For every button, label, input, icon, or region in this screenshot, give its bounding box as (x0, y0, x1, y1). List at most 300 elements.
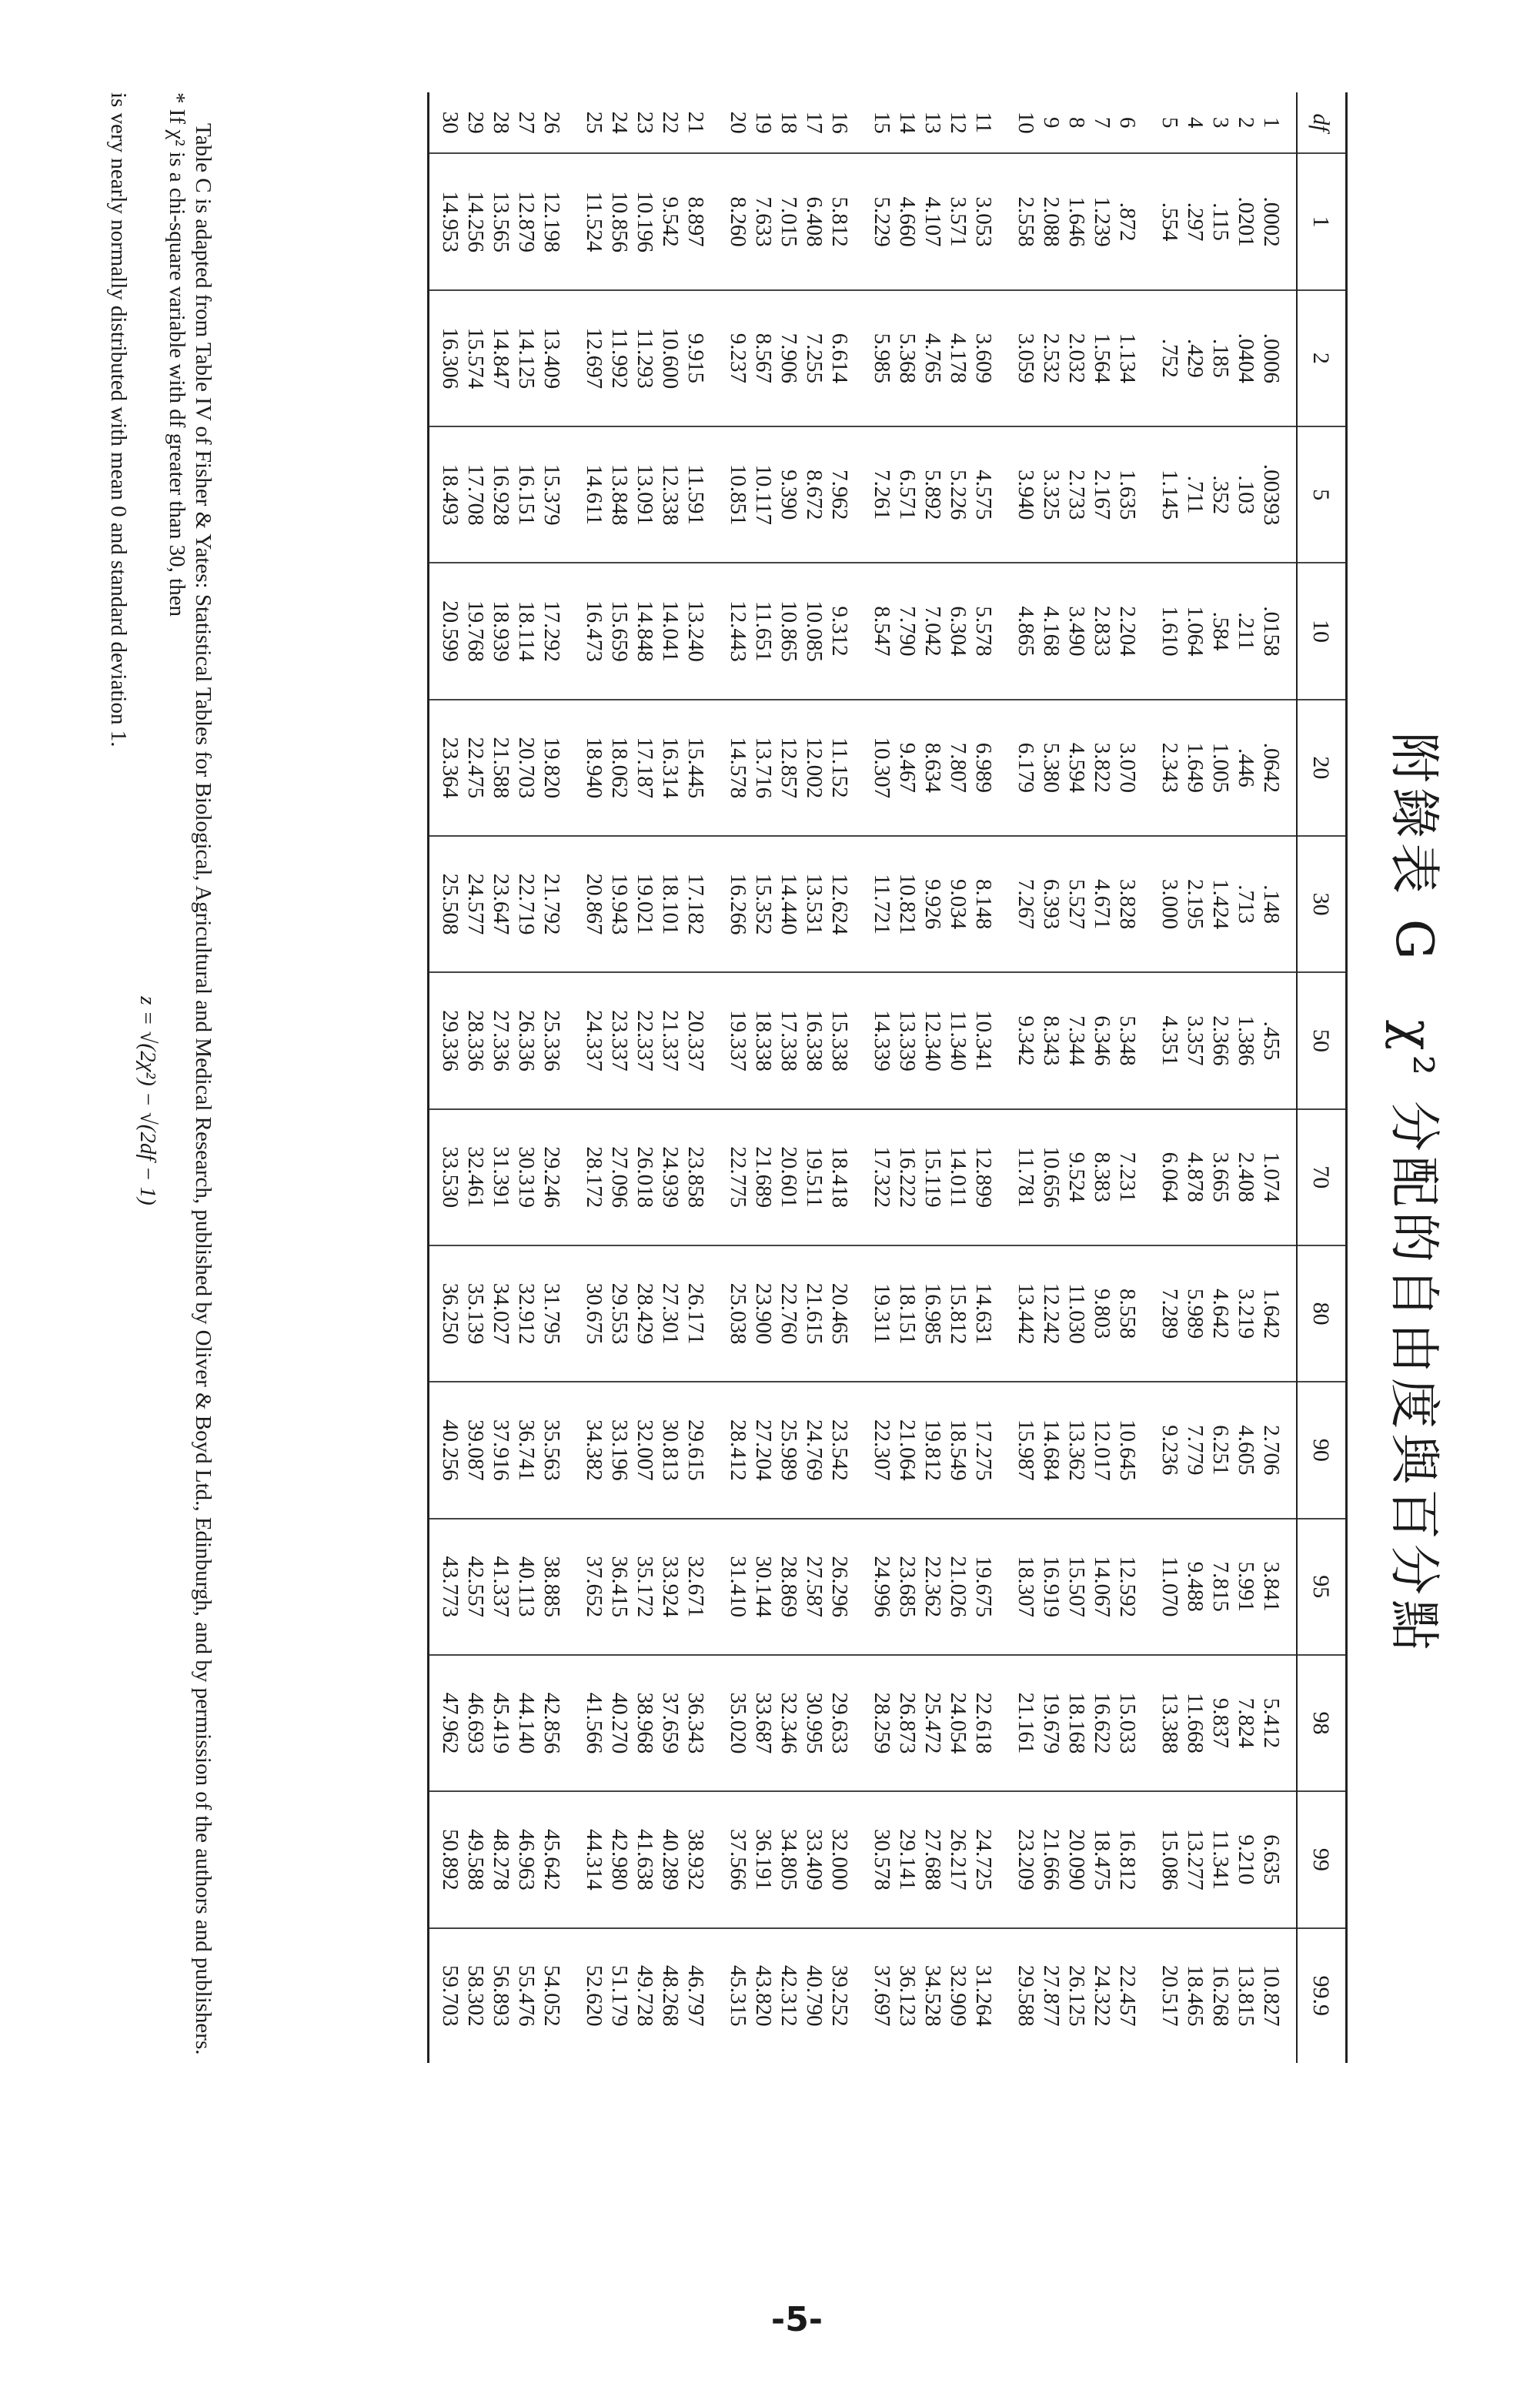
value-cell: 21.064 (894, 1382, 920, 1518)
value-cell: 54.052 (539, 1928, 581, 2064)
value-cell: 6.614 (827, 290, 869, 426)
value-cell: 17.275 (970, 1382, 1013, 1518)
value-cell: 6.346 (1089, 972, 1114, 1108)
table-row (970, 92, 1013, 2063)
value-cell: 3.665 (1208, 1109, 1233, 1245)
value-cell: 20.090 (1064, 1791, 1089, 1927)
value-cell: .352 (1208, 426, 1233, 563)
value-cell: 4.605 (1233, 1382, 1258, 1518)
value-cell: 19.812 (920, 1382, 945, 1518)
value-cell: 14.339 (869, 972, 894, 1108)
value-cell: 3.609 (970, 290, 1013, 426)
value-cell: 12.017 (1089, 1382, 1114, 1518)
value-cell: 10.645 (1114, 1382, 1157, 1518)
value-cell: 43.820 (750, 1928, 776, 2064)
value-cell: 21.792 (539, 836, 581, 972)
value-cell: 4.594 (1064, 700, 1089, 836)
df-cell: 21 (683, 111, 708, 134)
value-cell: 30.675 (581, 1245, 606, 1382)
value-cell: 5.527 (1064, 836, 1089, 972)
df-cell: 11 (971, 112, 996, 134)
df-cell: 10 (1014, 111, 1038, 134)
value-cell: 20.517 (1157, 1928, 1182, 2064)
value-cell: 15.987 (1013, 1382, 1038, 1518)
value-cell: 1.386 (1233, 972, 1258, 1108)
value-cell: .0006 (1258, 290, 1297, 426)
table-row (488, 92, 513, 2063)
value-cell: 46.693 (463, 1655, 488, 1791)
value-cell: 16.919 (1038, 1519, 1064, 1655)
value-cell: 8.567 (750, 290, 776, 426)
value-cell: 2.343 (1157, 700, 1182, 836)
value-cell: .713 (1233, 836, 1258, 972)
value-cell: 27.688 (920, 1791, 945, 1927)
value-cell: 20.465 (827, 1245, 869, 1382)
value-cell: 14.256 (463, 153, 488, 289)
df-cell: 7 (1090, 116, 1114, 129)
df-cell: 13 (920, 111, 945, 134)
column-header-percentile: 70 (1297, 1109, 1347, 1245)
df-cell: 12 (946, 111, 970, 134)
value-cell: 4.107 (920, 153, 945, 289)
table-row (1233, 92, 1258, 2063)
value-cell: 10.821 (894, 836, 920, 972)
page-number: -5- (770, 2300, 823, 2340)
value-cell: 59.703 (429, 1928, 463, 2064)
value-cell: .115 (1208, 153, 1233, 289)
table-row (606, 92, 632, 2063)
value-cell: 1.005 (1208, 700, 1233, 836)
value-cell: 4.575 (970, 426, 1013, 563)
value-cell: 7.962 (827, 426, 869, 563)
value-cell: 29.246 (539, 1109, 581, 1245)
value-cell: 12.624 (827, 836, 869, 972)
value-cell: 7.779 (1182, 1382, 1208, 1518)
value-cell: 6.408 (801, 153, 827, 289)
value-cell: 20.867 (581, 836, 606, 972)
value-cell: 31.391 (488, 1109, 513, 1245)
value-cell: 32.912 (513, 1245, 539, 1382)
value-cell: 30.813 (657, 1382, 683, 1518)
value-cell: 5.348 (1114, 972, 1157, 1108)
value-cell: 8.634 (920, 700, 945, 836)
value-cell: 13.388 (1157, 1655, 1182, 1791)
value-cell: 2.558 (1013, 153, 1038, 289)
value-cell: 23.337 (606, 972, 632, 1108)
value-cell: 14.011 (945, 1109, 970, 1245)
value-cell: 26.171 (683, 1245, 725, 1382)
footnote-tail: is very nearly normally distributed with mean 0 and standard deviation 1. (106, 92, 131, 747)
value-cell: 5.985 (869, 290, 894, 426)
value-cell: 19.511 (801, 1109, 827, 1245)
value-cell: 28.869 (776, 1519, 801, 1655)
value-cell: 50.892 (429, 1791, 463, 1927)
value-cell: 42.856 (539, 1655, 581, 1791)
column-header-percentile: 5 (1297, 426, 1347, 563)
value-cell: 15.338 (827, 972, 869, 1108)
value-cell: 23.209 (1013, 1791, 1038, 1927)
df-cell: 27 (514, 111, 539, 134)
value-cell: 21.161 (1013, 1655, 1038, 1791)
value-cell: .185 (1208, 290, 1233, 426)
value-cell: 42.980 (606, 1791, 632, 1927)
column-header-percentile: 95 (1297, 1519, 1347, 1655)
value-cell: 36.250 (429, 1245, 463, 1382)
value-cell: 9.237 (725, 290, 750, 426)
value-cell: 21.666 (1038, 1791, 1064, 1927)
value-cell: 6.635 (1258, 1791, 1297, 1927)
value-cell: 35.020 (725, 1655, 750, 1791)
df-cell: 28 (489, 111, 513, 134)
value-cell: 11.651 (750, 563, 776, 699)
value-cell: 24.996 (869, 1519, 894, 1655)
value-cell: 5.368 (894, 290, 920, 426)
value-cell: .872 (1114, 153, 1157, 289)
value-cell: 11.591 (683, 426, 725, 563)
value-cell: 6.251 (1208, 1382, 1233, 1518)
df-cell: 4 (1183, 116, 1208, 129)
value-cell: 19.679 (1038, 1655, 1064, 1791)
value-cell: 3.053 (970, 153, 1013, 289)
column-header-percentile: 99 (1297, 1791, 1347, 1927)
value-cell: 40.256 (429, 1382, 463, 1518)
value-cell: 9.467 (894, 700, 920, 836)
value-cell: 36.415 (606, 1519, 632, 1655)
value-cell: 49.728 (632, 1928, 657, 2064)
value-cell: 1.145 (1157, 426, 1182, 563)
value-cell: 30.144 (750, 1519, 776, 1655)
table-row (920, 92, 945, 2063)
value-cell: 25.038 (725, 1245, 750, 1382)
value-cell: 9.210 (1233, 1791, 1258, 1927)
value-cell: 4.178 (945, 290, 970, 426)
table-row (429, 92, 463, 2063)
value-cell: 17.338 (776, 972, 801, 1108)
value-cell: 18.307 (1013, 1519, 1038, 1655)
value-cell: 38.932 (683, 1791, 725, 1927)
value-cell: 26.336 (513, 972, 539, 1108)
value-cell: 16.268 (1208, 1928, 1233, 2064)
value-cell: 3.000 (1157, 836, 1182, 972)
value-cell: 8.343 (1038, 972, 1064, 1108)
value-cell: 1.239 (1089, 153, 1114, 289)
df-cell: 22 (658, 111, 683, 134)
value-cell: 45.642 (539, 1791, 581, 1927)
value-cell: 17.708 (463, 426, 488, 563)
value-cell: 24.769 (801, 1382, 827, 1518)
df-cell: 8 (1064, 116, 1089, 129)
value-cell: 21.615 (801, 1245, 827, 1382)
value-cell: 9.803 (1089, 1245, 1114, 1382)
value-cell: 3.571 (945, 153, 970, 289)
column-header-percentile: 10 (1297, 563, 1347, 699)
value-cell: 49.588 (463, 1791, 488, 1927)
value-cell: 10.341 (970, 972, 1013, 1108)
value-cell: 58.302 (463, 1928, 488, 2064)
value-cell: 44.314 (581, 1791, 606, 1927)
value-cell: 24.725 (970, 1791, 1013, 1927)
value-cell: 24.054 (945, 1655, 970, 1791)
value-cell: 23.647 (488, 836, 513, 972)
value-cell: 16.338 (801, 972, 827, 1108)
value-cell: .429 (1182, 290, 1208, 426)
df-cell: 14 (895, 111, 920, 134)
value-cell: 16.985 (920, 1245, 945, 1382)
value-cell: 18.114 (513, 563, 539, 699)
value-cell: 8.148 (970, 836, 1013, 972)
value-cell: 22.337 (632, 972, 657, 1108)
value-cell: 16.928 (488, 426, 513, 563)
value-cell: 13.362 (1064, 1382, 1089, 1518)
value-cell: 36.191 (750, 1791, 776, 1927)
value-cell: 8.897 (683, 153, 725, 289)
table-header-row (1297, 92, 1347, 2063)
value-cell: 15.119 (920, 1109, 945, 1245)
value-cell: 26.125 (1064, 1928, 1089, 2064)
df-cell: 24 (607, 111, 632, 134)
value-cell: 12.242 (1038, 1245, 1064, 1382)
value-cell: 22.719 (513, 836, 539, 972)
df-cell: 9 (1039, 116, 1064, 129)
value-cell: 4.168 (1038, 563, 1064, 699)
value-cell: 18.338 (750, 972, 776, 1108)
value-cell: 22.760 (776, 1245, 801, 1382)
value-cell: 2.408 (1233, 1109, 1258, 1245)
value-cell: 18.940 (581, 700, 606, 836)
value-cell: 1.074 (1258, 1109, 1297, 1245)
value-cell: .0002 (1258, 153, 1297, 289)
table-notes (105, 92, 216, 2109)
value-cell: 29.141 (894, 1791, 920, 1927)
value-cell: 12.697 (581, 290, 606, 426)
value-cell: 9.524 (1064, 1109, 1089, 1245)
value-cell: 14.848 (632, 563, 657, 699)
value-cell: 5.380 (1038, 700, 1064, 836)
value-cell: 14.440 (776, 836, 801, 972)
value-cell: 29.553 (606, 1245, 632, 1382)
value-cell: 16.622 (1089, 1655, 1114, 1791)
table-row (632, 92, 657, 2063)
value-cell: 1.635 (1114, 426, 1157, 563)
value-cell: 26.296 (827, 1519, 869, 1655)
value-cell: 13.277 (1182, 1791, 1208, 1927)
value-cell: 18.062 (606, 700, 632, 836)
value-cell: 13.339 (894, 972, 920, 1108)
df-cell: 16 (827, 111, 852, 134)
df-cell: 6 (1115, 116, 1140, 129)
value-cell: 45.419 (488, 1655, 513, 1791)
column-header-percentile: 99.9 (1297, 1928, 1347, 2064)
value-cell: 10.856 (606, 153, 632, 289)
value-cell: 11.340 (945, 972, 970, 1108)
value-cell: 9.926 (920, 836, 945, 972)
table-row (827, 92, 869, 2063)
value-cell: 15.033 (1114, 1655, 1157, 1791)
value-cell: 46.963 (513, 1791, 539, 1927)
value-cell: 7.289 (1157, 1245, 1182, 1382)
value-cell: 33.530 (429, 1109, 463, 1245)
value-cell: 16.314 (657, 700, 683, 836)
value-cell: 13.409 (539, 290, 581, 426)
value-cell: 41.566 (581, 1655, 606, 1791)
value-cell: 6.393 (1038, 836, 1064, 972)
value-cell: 11.992 (606, 290, 632, 426)
value-cell: 4.765 (920, 290, 945, 426)
value-cell: 1.134 (1114, 290, 1157, 426)
value-cell: 7.815 (1208, 1519, 1233, 1655)
value-cell: 3.490 (1064, 563, 1089, 699)
value-cell: 15.812 (945, 1245, 970, 1382)
value-cell: 2.032 (1064, 290, 1089, 426)
value-cell: 13.815 (1233, 1928, 1258, 2064)
column-header-df: df (1297, 92, 1347, 153)
value-cell: .0158 (1258, 563, 1297, 699)
value-cell: 42.557 (463, 1519, 488, 1655)
value-cell: 11.668 (1182, 1655, 1208, 1791)
value-cell: 28.172 (581, 1109, 606, 1245)
table-row (1258, 92, 1297, 2063)
value-cell: 40.113 (513, 1519, 539, 1655)
value-cell: 9.342 (1013, 972, 1038, 1108)
value-cell: .554 (1157, 153, 1182, 289)
value-cell: 2.366 (1208, 972, 1233, 1108)
value-cell: 6.989 (970, 700, 1013, 836)
value-cell: 20.601 (776, 1109, 801, 1245)
value-cell: 9.488 (1182, 1519, 1208, 1655)
table-row (725, 92, 750, 2063)
df-cell: 25 (582, 111, 606, 134)
value-cell: 29.615 (683, 1382, 725, 1518)
value-cell: 19.311 (869, 1245, 894, 1382)
value-cell: 3.841 (1258, 1519, 1297, 1655)
value-cell: 21.026 (945, 1519, 970, 1655)
value-cell: 8.547 (869, 563, 894, 699)
df-cell: 15 (870, 111, 894, 134)
value-cell: 25.508 (429, 836, 463, 972)
value-cell: 3.828 (1114, 836, 1157, 972)
chi-square-table (427, 92, 1348, 2063)
value-cell: 9.236 (1157, 1382, 1182, 1518)
value-cell: 26.217 (945, 1791, 970, 1927)
value-cell: 31.264 (970, 1928, 1013, 2064)
table-row (581, 92, 606, 2063)
value-cell: 16.812 (1114, 1791, 1157, 1927)
value-cell: 28.429 (632, 1245, 657, 1382)
value-cell: 36.123 (894, 1928, 920, 2064)
value-cell: 30.319 (513, 1109, 539, 1245)
value-cell: 2.204 (1114, 563, 1157, 699)
value-cell: 2.195 (1182, 836, 1208, 972)
value-cell: 28.259 (869, 1655, 894, 1791)
df-cell: 30 (429, 92, 463, 153)
table-row (657, 92, 683, 2063)
value-cell: 32.671 (683, 1519, 725, 1655)
value-cell: 7.042 (920, 563, 945, 699)
value-cell: 19.768 (463, 563, 488, 699)
column-header-percentile: 2 (1297, 290, 1347, 426)
value-cell: 4.671 (1089, 836, 1114, 972)
value-cell: 4.351 (1157, 972, 1182, 1108)
value-cell: 17.187 (632, 700, 657, 836)
value-cell: 12.338 (657, 426, 683, 563)
value-cell: 19.337 (725, 972, 750, 1108)
value-cell: 14.847 (488, 290, 513, 426)
table-row (894, 92, 920, 2063)
value-cell: 33.409 (801, 1791, 827, 1927)
value-cell: .446 (1233, 700, 1258, 836)
value-cell: 19.943 (606, 836, 632, 972)
value-cell: 42.312 (776, 1928, 801, 2064)
value-cell: 20.703 (513, 700, 539, 836)
value-cell: 10.307 (869, 700, 894, 836)
value-cell: 11.293 (632, 290, 657, 426)
value-cell: 24.337 (581, 972, 606, 1108)
value-cell: 46.797 (683, 1928, 725, 2064)
value-cell: .297 (1182, 153, 1208, 289)
value-cell: 32.346 (776, 1655, 801, 1791)
df-cell: 26 (540, 111, 564, 134)
value-cell: 22.775 (725, 1109, 750, 1245)
value-cell: 18.939 (488, 563, 513, 699)
value-cell: 33.924 (657, 1519, 683, 1655)
value-cell: 20.337 (683, 972, 725, 1108)
table-row (945, 92, 970, 2063)
value-cell: 5.812 (827, 153, 869, 289)
value-cell: 1.649 (1182, 700, 1208, 836)
value-cell: 29.588 (1013, 1928, 1038, 2064)
value-cell: 43.773 (429, 1519, 463, 1655)
value-cell: 37.916 (488, 1382, 513, 1518)
value-cell: 13.565 (488, 153, 513, 289)
value-cell: 25.472 (920, 1655, 945, 1791)
value-cell: 8.383 (1089, 1109, 1114, 1245)
value-cell: 34.027 (488, 1245, 513, 1382)
value-cell: 13.531 (801, 836, 827, 972)
value-cell: 35.172 (632, 1519, 657, 1655)
value-cell: 7.790 (894, 563, 920, 699)
value-cell: 23.900 (750, 1245, 776, 1382)
value-cell: 2.088 (1038, 153, 1064, 289)
value-cell: 23.364 (429, 700, 463, 836)
value-cell: 29.336 (429, 972, 463, 1108)
value-cell: 11.030 (1064, 1245, 1089, 1382)
value-cell: 7.807 (945, 700, 970, 836)
value-cell: 15.507 (1064, 1519, 1089, 1655)
value-cell: 6.571 (894, 426, 920, 563)
value-cell: 12.857 (776, 700, 801, 836)
value-cell: 2.706 (1258, 1382, 1297, 1518)
df-cell: 29 (463, 111, 488, 134)
value-cell: 17.322 (869, 1109, 894, 1245)
table-row (539, 92, 581, 2063)
value-cell: 8.672 (801, 426, 827, 563)
value-cell: .752 (1157, 290, 1182, 426)
value-cell: 1.610 (1157, 563, 1182, 699)
table-row (1013, 92, 1038, 2063)
value-cell: 25.336 (539, 972, 581, 1108)
value-cell: 9.837 (1208, 1655, 1233, 1791)
value-cell: 11.152 (827, 700, 869, 836)
value-cell: 15.574 (463, 290, 488, 426)
table-row (513, 92, 539, 2063)
value-cell: 20.599 (429, 563, 463, 699)
value-cell: 33.196 (606, 1382, 632, 1518)
value-cell: 14.578 (725, 700, 750, 836)
footnote-lead: * If χ² is a chi-square variable with df greater than 30, then (165, 92, 189, 617)
value-cell: 9.034 (945, 836, 970, 972)
value-cell: 14.611 (581, 426, 606, 563)
value-cell: 7.261 (869, 426, 894, 563)
